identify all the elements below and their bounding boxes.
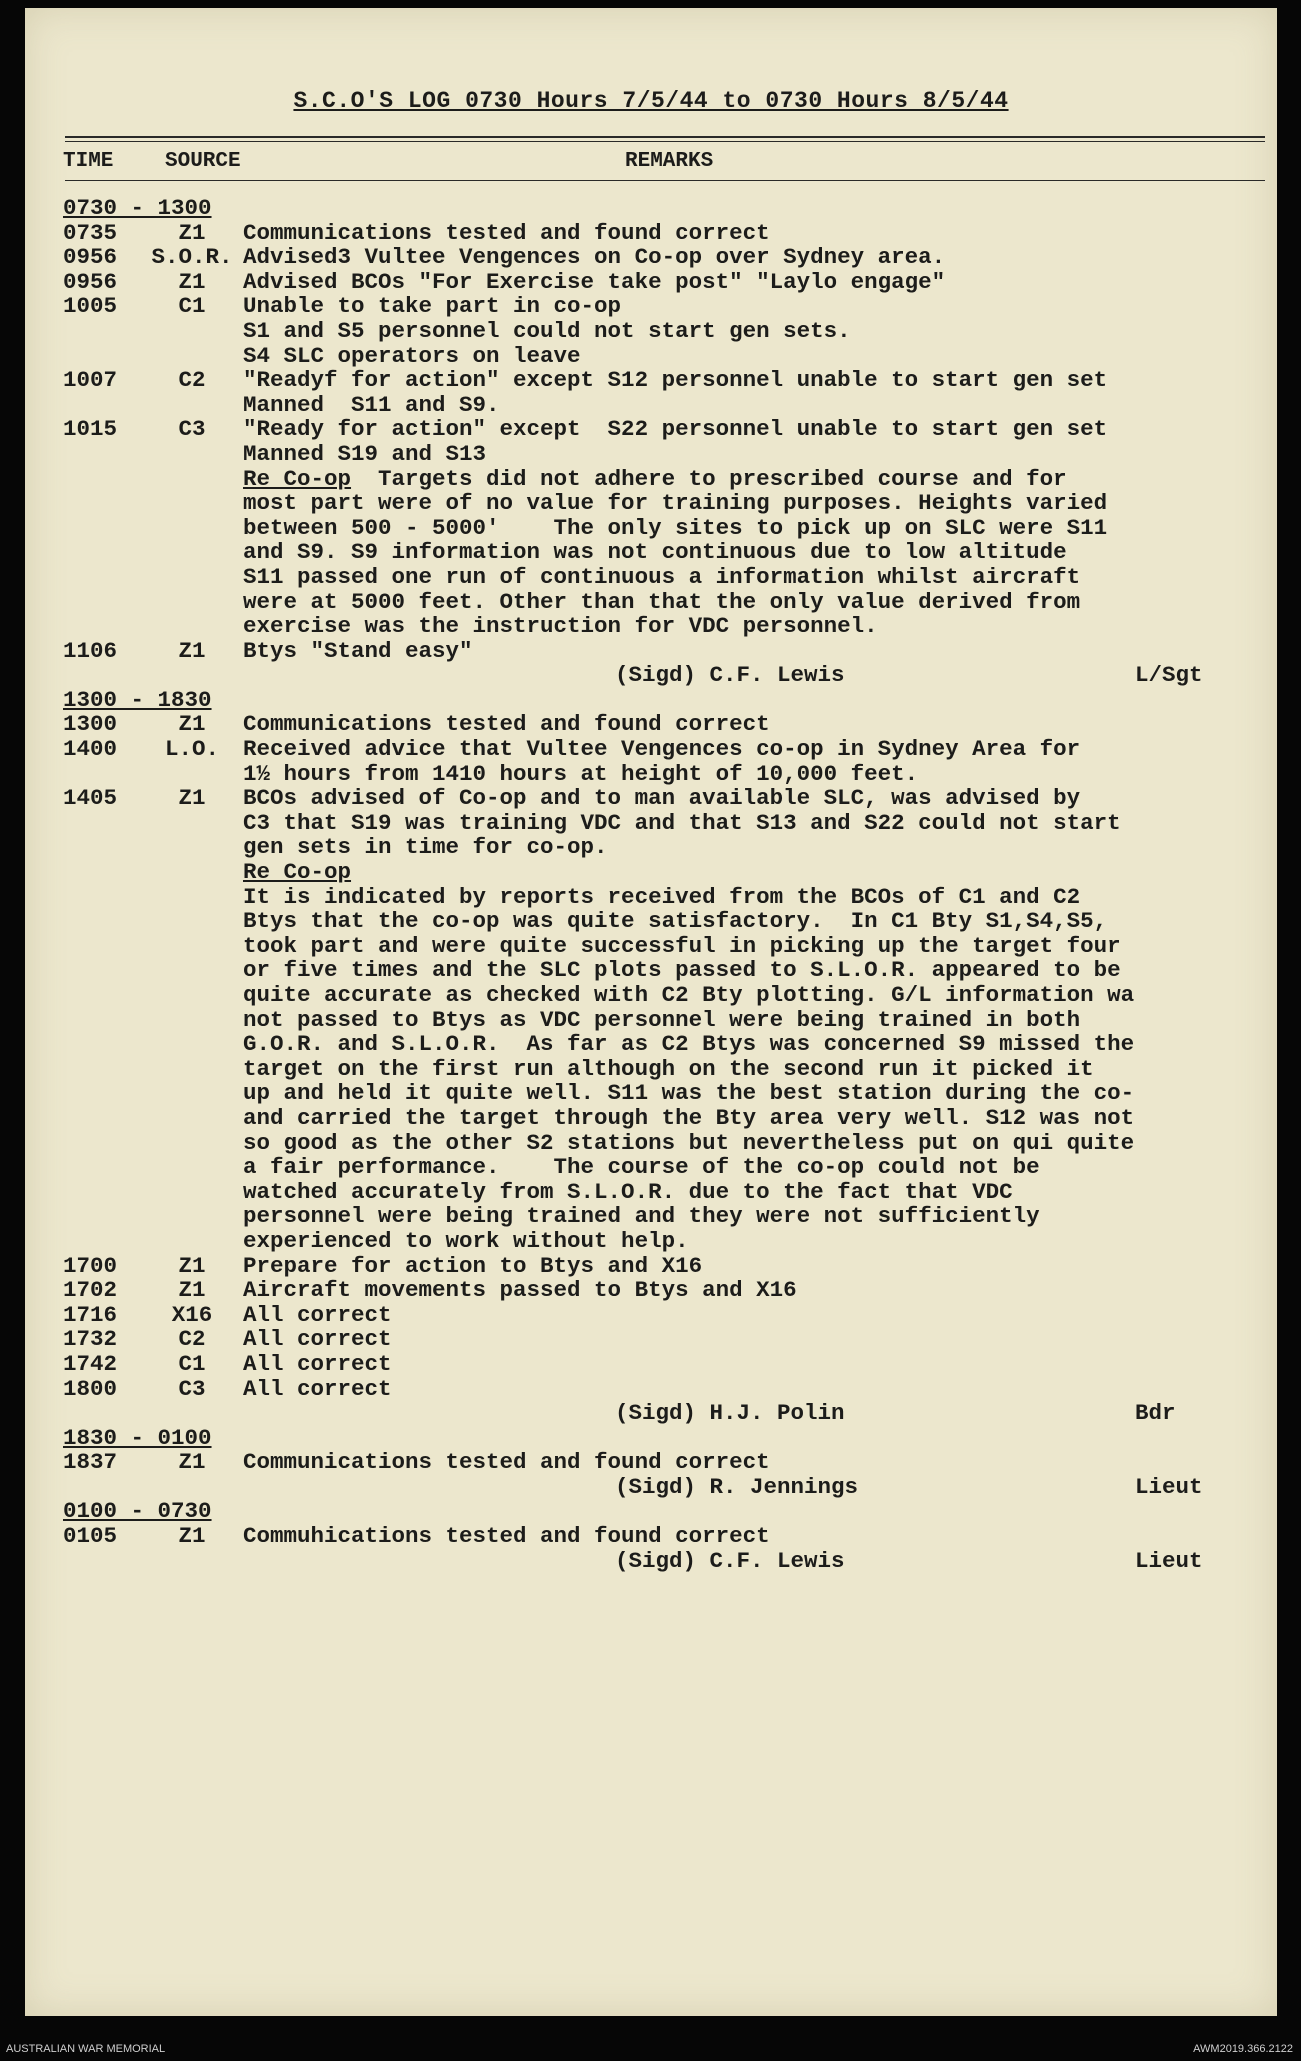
signature-rank: Bdr [1135, 1400, 1176, 1427]
log-entry [25, 1131, 1277, 1156]
entry-remarks [243, 221, 770, 246]
entry-remarks [243, 762, 918, 787]
entry-remarks [243, 565, 1080, 590]
entry-source: Z1 [178, 711, 206, 738]
entry-remarks [243, 639, 473, 664]
entry-time: 1742 [63, 1350, 118, 1377]
remarks-text: S11 passed one run of continuous a information whilst aircraft [243, 563, 1081, 590]
entry-source: C2 [178, 367, 206, 394]
entry-source: Z1 [178, 1523, 206, 1550]
entry-time: 1005 [63, 293, 118, 320]
remarks-subheading: Re Co-op [243, 859, 352, 886]
entry-remarks [243, 270, 945, 295]
entry-remarks [243, 393, 500, 418]
remarks-text: Prepare for action to Btys and X16 [243, 1252, 703, 1279]
remarks-text: not passed to Btys as VDC personnel were being trained in both [243, 1006, 1081, 1033]
remarks-text: between 500 - 5000' The only sites to pick up on SLC were S11 [243, 514, 1108, 541]
log-entry [25, 712, 1277, 737]
entry-remarks [243, 1352, 392, 1377]
log-entry [25, 1450, 1277, 1475]
entry-source: Z1 [178, 219, 206, 246]
archive-reference: AWM2019.366.2122 [1193, 2043, 1293, 2055]
entry-time: 1716 [63, 1301, 118, 1328]
header-rule-bottom [65, 180, 1265, 181]
remarks-text: Received advice that Vultee Vengences co-op in Sydney Area for [243, 736, 1081, 763]
remarks-text: took part and were quite successful in picking up the target four [243, 932, 1121, 959]
log-entry [25, 221, 1277, 246]
entry-remarks [243, 811, 1121, 836]
entry-remarks [243, 1180, 1013, 1205]
log-entry [25, 1278, 1277, 1303]
entry-source: C1 [178, 1350, 206, 1377]
remarks-text: up and held it quite well. S11 was the best station during the co- [243, 1080, 1135, 1107]
period-label: 1830 - 0100 [63, 1424, 212, 1451]
entry-remarks [243, 1254, 702, 1279]
entry-remarks [243, 417, 1107, 442]
log-entry [25, 270, 1277, 295]
entry-remarks [243, 909, 1107, 934]
log-entry [25, 417, 1277, 442]
entry-remarks [243, 1057, 1094, 1082]
entry-source: Z1 [178, 1449, 206, 1476]
log-entry [25, 1106, 1277, 1131]
period-heading [25, 1426, 1277, 1451]
remarks-text: S4 SLC operators on leave [243, 342, 581, 369]
entry-time: 0956 [63, 244, 118, 271]
log-entry [25, 1032, 1277, 1057]
column-header-time: TIME [63, 150, 114, 173]
remarks-text: Aircraft movements passed to Btys and X16 [243, 1277, 797, 1304]
remarks-text: target on the first run although on the second run it picked it [243, 1055, 1094, 1082]
signature-rank: Lieut [1135, 1473, 1203, 1500]
remarks-text: All correct [243, 1326, 392, 1353]
log-entry [25, 885, 1277, 910]
entry-source: Z1 [178, 268, 206, 295]
entry-remarks [243, 860, 351, 885]
log-entry [25, 639, 1277, 664]
signature-line [25, 1549, 1277, 1574]
remarks-text: Manned S11 and S9. [243, 391, 500, 418]
remarks-text: a fair performance. The course of the co-op could not be [243, 1154, 1040, 1181]
log-entry [25, 934, 1277, 959]
log-entry [25, 540, 1277, 565]
remarks-text: Communications tested and found correct [243, 711, 770, 738]
entry-source: C3 [178, 1375, 206, 1402]
log-entry [25, 344, 1277, 369]
entry-remarks [243, 1081, 1134, 1106]
log-entries [25, 196, 1277, 1573]
remarks-text: All correct [243, 1301, 392, 1328]
remarks-text: All correct [243, 1375, 392, 1402]
remarks-text: and S9. S9 information was not continuous due to low altitude [243, 539, 1067, 566]
remarks-text: Communications tested and found correct [243, 1449, 770, 1476]
remarks-text: personnel were being trained and they were not sufficiently [243, 1203, 1040, 1230]
signature-rank: L/Sgt [1135, 662, 1203, 689]
column-header-source: SOURCE [165, 150, 241, 173]
remarks-text: "Ready for action" except S22 personnel unable to start gen set [243, 416, 1108, 443]
header-rule-top [65, 136, 1265, 138]
log-entry [25, 1180, 1277, 1205]
remarks-text: "Readyf for action" except S12 personnel unable to start gen set [243, 367, 1108, 394]
log-title: S.C.O'S LOG 0730 Hours 7/5/44 to 0730 Hours 8/5/44 [293, 88, 1009, 114]
signature-rank: Lieut [1135, 1547, 1203, 1574]
entry-time: 1732 [63, 1326, 118, 1353]
entry-remarks [243, 712, 770, 737]
entry-remarks [243, 983, 1134, 1008]
entry-remarks [243, 590, 1080, 615]
entry-source: Z1 [178, 1277, 206, 1304]
signature-name: (Sigd) C.F. Lewis [615, 1547, 845, 1574]
entry-remarks [243, 1032, 1134, 1057]
log-entry [25, 1377, 1277, 1402]
signature-name: (Sigd) H.J. Polin [615, 1400, 845, 1427]
remarks-text: Targets did not adhere to prescribed course and for [351, 465, 1067, 492]
remarks-text: were at 5000 feet. Other than that the only value derived from [243, 588, 1081, 615]
remarks-text: Commuhications tested and found correct [243, 1523, 770, 1550]
archive-credit: AUSTRALIAN WAR MEMORIAL [6, 2043, 166, 2055]
log-entry [25, 516, 1277, 541]
remarks-text: experienced to work without help. [243, 1227, 689, 1254]
entry-time: 1015 [63, 416, 118, 443]
entry-remarks [243, 491, 1107, 516]
log-entry [25, 1524, 1277, 1549]
remarks-text: 1½ hours from 1410 hours at height of 10,000 feet. [243, 760, 919, 787]
remarks-text: Communications tested and found correct [243, 219, 770, 246]
log-entry [25, 835, 1277, 860]
entry-remarks [243, 1377, 392, 1402]
log-entry [25, 762, 1277, 787]
period-heading [25, 688, 1277, 713]
entry-remarks [243, 885, 1080, 910]
log-entry [25, 909, 1277, 934]
remarks-text: S1 and S5 personnel could not start gen sets. [243, 317, 851, 344]
entry-time: 1007 [63, 367, 118, 394]
remarks-text: quite accurate as checked with C2 Bty plotting. G/L information wa [243, 982, 1135, 1008]
entry-remarks [243, 442, 486, 467]
entry-time: 1400 [63, 736, 118, 763]
signature-name: (Sigd) R. Jennings [615, 1473, 859, 1500]
column-header-remarks: REMARKS [625, 150, 714, 173]
remarks-text: BCOs advised of Co-op and to man available SLC, was advised by [243, 785, 1081, 812]
header-rule-top-thin [65, 141, 1265, 142]
log-entry [25, 319, 1277, 344]
log-entry [25, 1204, 1277, 1229]
entry-remarks [243, 319, 851, 344]
remarks-text: Manned S19 and S13 [243, 440, 487, 467]
log-entry [25, 294, 1277, 319]
remarks-text: and carried the target through the Bty area very well. S12 was not [243, 1104, 1135, 1131]
entry-remarks [243, 368, 1107, 393]
log-entry [25, 811, 1277, 836]
entry-time: 1106 [63, 637, 118, 664]
entry-source: L.O. [164, 736, 219, 763]
log-entry [25, 786, 1277, 811]
remarks-text: Advised3 Vultee Vengences on Co-op over Sydney area. [243, 244, 946, 271]
log-entry [25, 958, 1277, 983]
entry-time: 0956 [63, 268, 118, 295]
entry-remarks [243, 294, 621, 319]
period-label: 0100 - 0730 [63, 1498, 212, 1525]
remarks-text: Btys "Stand easy" [243, 637, 473, 664]
log-entry [25, 614, 1277, 639]
entry-remarks [243, 1131, 1134, 1156]
entry-remarks [243, 344, 581, 369]
period-heading [25, 1499, 1277, 1524]
log-entry [25, 565, 1277, 590]
log-entry [25, 1008, 1277, 1033]
remarks-text: Btys that the co-op was quite satisfactory. In C1 Bty S1,S4,S5, [243, 908, 1108, 935]
entry-remarks [243, 1278, 797, 1303]
entry-time: 1300 [63, 711, 118, 738]
log-entry [25, 1155, 1277, 1180]
entry-remarks [243, 1524, 770, 1549]
entry-source: Z1 [178, 785, 206, 812]
signature-name: (Sigd) C.F. Lewis [615, 662, 845, 689]
remarks-text: so good as the other S2 stations but nevertheless put on qui quite [243, 1129, 1135, 1156]
entry-source: X16 [171, 1301, 213, 1328]
signature-line [25, 1401, 1277, 1426]
entry-source: C1 [178, 293, 206, 320]
entry-remarks [243, 786, 1080, 811]
entry-source: C3 [178, 416, 206, 443]
entry-remarks [243, 934, 1121, 959]
log-entry [25, 1229, 1277, 1254]
entry-remarks [243, 958, 1121, 983]
entry-remarks [243, 614, 878, 639]
log-entry [25, 245, 1277, 270]
entry-time: 0735 [63, 219, 118, 246]
log-entry [25, 983, 1277, 1008]
log-entry [25, 737, 1277, 762]
remarks-text: G.O.R. and S.L.O.R. As far as C2 Btys was concerned S9 missed the [243, 1031, 1135, 1058]
entry-remarks [243, 1327, 392, 1352]
period-heading [25, 196, 1277, 221]
log-entry [25, 1254, 1277, 1279]
entry-remarks [243, 1008, 1080, 1033]
log-entry [25, 393, 1277, 418]
entry-time: 1700 [63, 1252, 118, 1279]
entry-remarks [243, 1450, 770, 1475]
remarks-text: All correct [243, 1350, 392, 1377]
period-label: 0730 - 1300 [63, 195, 212, 221]
entry-time: 1405 [63, 785, 118, 812]
signature-line [25, 663, 1277, 688]
log-entry [25, 860, 1277, 885]
entry-remarks [243, 835, 608, 860]
entry-time: 1800 [63, 1375, 118, 1402]
log-entry [25, 467, 1277, 492]
log-entry [25, 368, 1277, 393]
remarks-text: C3 that S19 was training VDC and that S13 and S22 could not start [243, 809, 1121, 836]
log-entry [25, 1303, 1277, 1328]
log-entry [25, 590, 1277, 615]
remarks-text: It is indicated by reports received from the BCOs of C1 and C2 [243, 883, 1081, 910]
entry-remarks [243, 1155, 1040, 1180]
entry-time: 1837 [63, 1449, 118, 1476]
log-entry [25, 491, 1277, 516]
signature-line [25, 1475, 1277, 1500]
log-entry [25, 1327, 1277, 1352]
remarks-text: or five times and the SLC plots passed to S.L.O.R. appeared to be [243, 957, 1121, 984]
entry-remarks [243, 1229, 689, 1254]
entry-source: C2 [178, 1326, 206, 1353]
remarks-subheading: Re Co-op [243, 465, 352, 492]
entry-remarks [243, 245, 945, 270]
entry-time: 1702 [63, 1277, 118, 1304]
document-page [25, 8, 1277, 2016]
entry-source: Z1 [178, 637, 206, 664]
log-entry [25, 1057, 1277, 1082]
entry-remarks [243, 1204, 1040, 1229]
entry-source: S.O.R. [151, 244, 233, 271]
remarks-text: Unable to take part in co-op [243, 293, 622, 320]
entry-remarks [243, 1303, 392, 1328]
entry-source: Z1 [178, 1252, 206, 1279]
entry-remarks [243, 1106, 1134, 1131]
log-entry [25, 442, 1277, 467]
entry-remarks [243, 540, 1067, 565]
log-entry [25, 1352, 1277, 1377]
log-sheet [25, 8, 1277, 2016]
log-entry [25, 1081, 1277, 1106]
remarks-text: exercise was the instruction for VDC personnel. [243, 613, 878, 640]
entry-remarks [243, 737, 1080, 762]
remarks-text: gen sets in time for co-op. [243, 834, 608, 861]
entry-remarks [243, 467, 1067, 492]
period-label: 1300 - 1830 [63, 686, 212, 713]
remarks-text: watched accurately from S.L.O.R. due to the fact that VDC [243, 1178, 1013, 1205]
entry-time: 0105 [63, 1523, 118, 1550]
entry-remarks [243, 516, 1107, 541]
remarks-text: most part were of no value for training purposes. Heights varied [243, 490, 1108, 517]
remarks-text: Advised BCOs "For Exercise take post" "Laylo engage" [243, 268, 946, 295]
